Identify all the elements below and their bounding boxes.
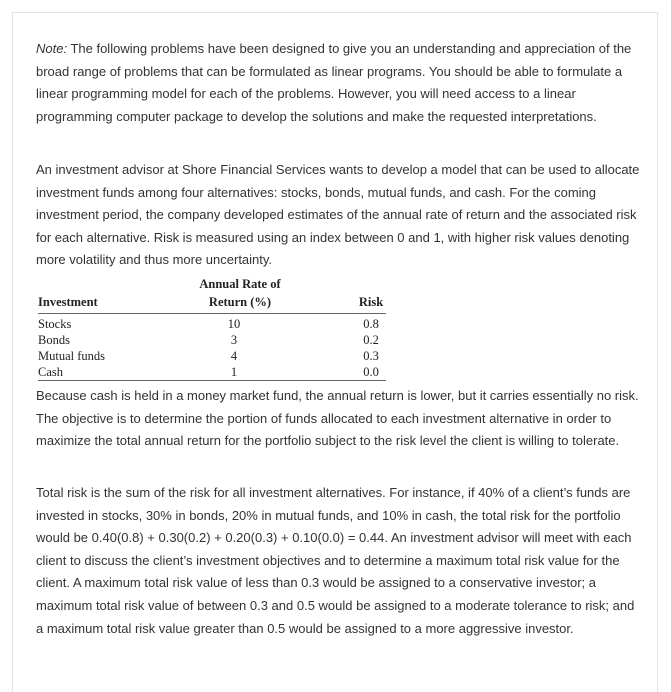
table-cell-risk: 0.2 <box>363 333 379 347</box>
table-bottom-rule <box>38 380 386 381</box>
table-cell-risk: 0.0 <box>363 365 379 379</box>
risk-paragraph: Total risk is the sum of the risk for all investment alternatives. For instance, if 40% of a client’s funds are invested in stocks, 30% in bonds, 20% in mutual funds, and 10% in cash, the total risk for the portfolio would be 0.40(0.8) + 0.30(0.2) + 0.20(0.3) + 0.10(0.0) = 0.44. An investment advisor will meet with each client to discuss the client’s investment objectives and to determine a maximum total risk value for the client. A maximum total risk value of less than 0.3 would be assigned to a conservative investor; a maximum total risk value of between 0.3 and 0.5 would be assigned to a moderate tolerance to risk; and a maximum total risk value greater than 0.5 would be assigned to a more aggressive investor. <box>36 485 635 636</box>
table-cell-return: 1 <box>230 365 238 379</box>
cash-paragraph: Because cash is held in a money market fund, the annual return is lower, but it carries essentially no risk. The objective is to determine the portion of funds allocated to each investment alternative in order to maximize the total annual return for the portfolio subject to the risk level the client is willing to tolerate. <box>36 388 639 449</box>
table-cell-investment: Stocks <box>38 317 72 331</box>
table-cell-investment: Cash <box>38 365 63 379</box>
table-cell-risk: 0.8 <box>363 317 379 331</box>
table-cell-risk: 0.3 <box>363 349 379 363</box>
table-cell-investment: Mutual funds <box>38 349 106 363</box>
table-cell-return: 4 <box>230 349 238 363</box>
table-cell-return: 10 <box>227 317 241 331</box>
intro-paragraph: An investment advisor at Shore Financial Services wants to develop a model that can be used to allocate investment funds among four alternatives: stocks, bonds, mutual funds, and cash. For the coming investment period, the company developed estimates of the annual rate of return and the associated risk for each alternative. Risk is measured using an index between 0 and 1, with higher risk values denoting more volatility and thus more uncertainty. <box>36 162 640 268</box>
header-risk: Risk <box>358 295 384 309</box>
investment-table <box>38 275 388 381</box>
header-return-line2: Return (%) <box>208 295 272 309</box>
note-label: Note: <box>36 41 68 56</box>
note-text: The following problems have been designed to give you an understanding and appreciation of the broad range of problems that can be formulated as linear programs. You should be able to formulate a linear programming model for each of the problems. However, you will need access to a linear programming computer package to develop the solutions and make the requested interpretations. <box>36 41 632 124</box>
table-header-rule <box>38 313 386 314</box>
note-paragraph <box>36 38 642 128</box>
header-return-line1: Annual Rate of <box>199 277 281 291</box>
header-investment: Investment <box>38 295 98 309</box>
table-cell-investment: Bonds <box>38 333 70 347</box>
table-cell-return: 3 <box>230 333 238 347</box>
